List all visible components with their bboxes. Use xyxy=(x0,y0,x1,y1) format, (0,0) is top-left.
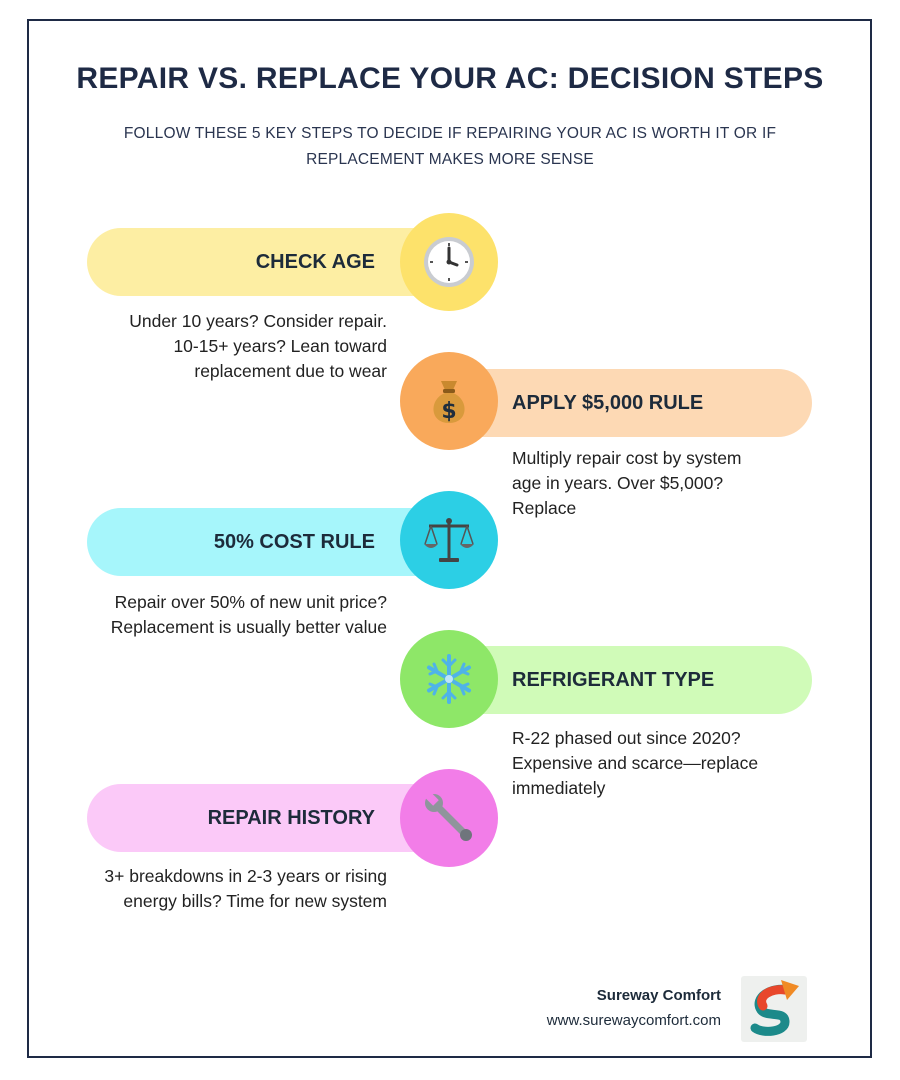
step-4-label: REFRIGERANT TYPE xyxy=(512,668,715,691)
step-3-circle xyxy=(400,491,498,589)
step-2-circle xyxy=(400,352,498,450)
snowflake-icon xyxy=(421,651,477,707)
brand-logo xyxy=(741,976,807,1042)
step-5-label: REPAIR HISTORY xyxy=(207,806,375,829)
step-4-description: R-22 phased out since 2020? Expensive and scarce—replace immediately xyxy=(512,728,759,798)
clock-icon xyxy=(421,234,477,290)
step-1-description: Under 10 years? Consider repair. 10-15+ years? Lean toward replacement due to wear xyxy=(129,311,387,381)
step-2-label: APPLY $5,000 RULE xyxy=(512,391,704,414)
brand-logo-mark xyxy=(741,976,807,1042)
wrench-icon xyxy=(421,790,477,846)
step-3-label: 50% COST RULE xyxy=(213,530,375,553)
balance-scale-icon xyxy=(421,512,477,568)
brand-name: Sureway Comfort xyxy=(596,987,721,1004)
page-title: REPAIR VS. REPLACE YOUR AC: DECISION STEPS xyxy=(76,62,824,95)
step-3-description: Repair over 50% of new unit price? Replacement is usually better value xyxy=(110,592,387,637)
page-subtitle: FOLLOW THESE 5 KEY STEPS TO DECIDE IF REPAIRING YOUR AC IS WORTH IT OR IF REPLACEMENT MAKES MORE SENSE xyxy=(123,125,777,168)
money-bag-icon xyxy=(421,373,477,429)
step-4-circle xyxy=(400,630,498,728)
step-1-circle xyxy=(400,213,498,311)
step-5-description: 3+ breakdowns in 2-3 years or rising energy bills? Time for new system xyxy=(104,866,387,911)
step-2-description: Multiply repair cost by system age in years. Over $5,000? Replace xyxy=(512,448,742,518)
brand-url[interactable]: www.surewaycomfort.com xyxy=(546,1012,721,1029)
step-5-circle xyxy=(400,769,498,867)
svg-text:$: $ xyxy=(441,399,457,424)
step-1-label: CHECK AGE xyxy=(255,250,375,273)
